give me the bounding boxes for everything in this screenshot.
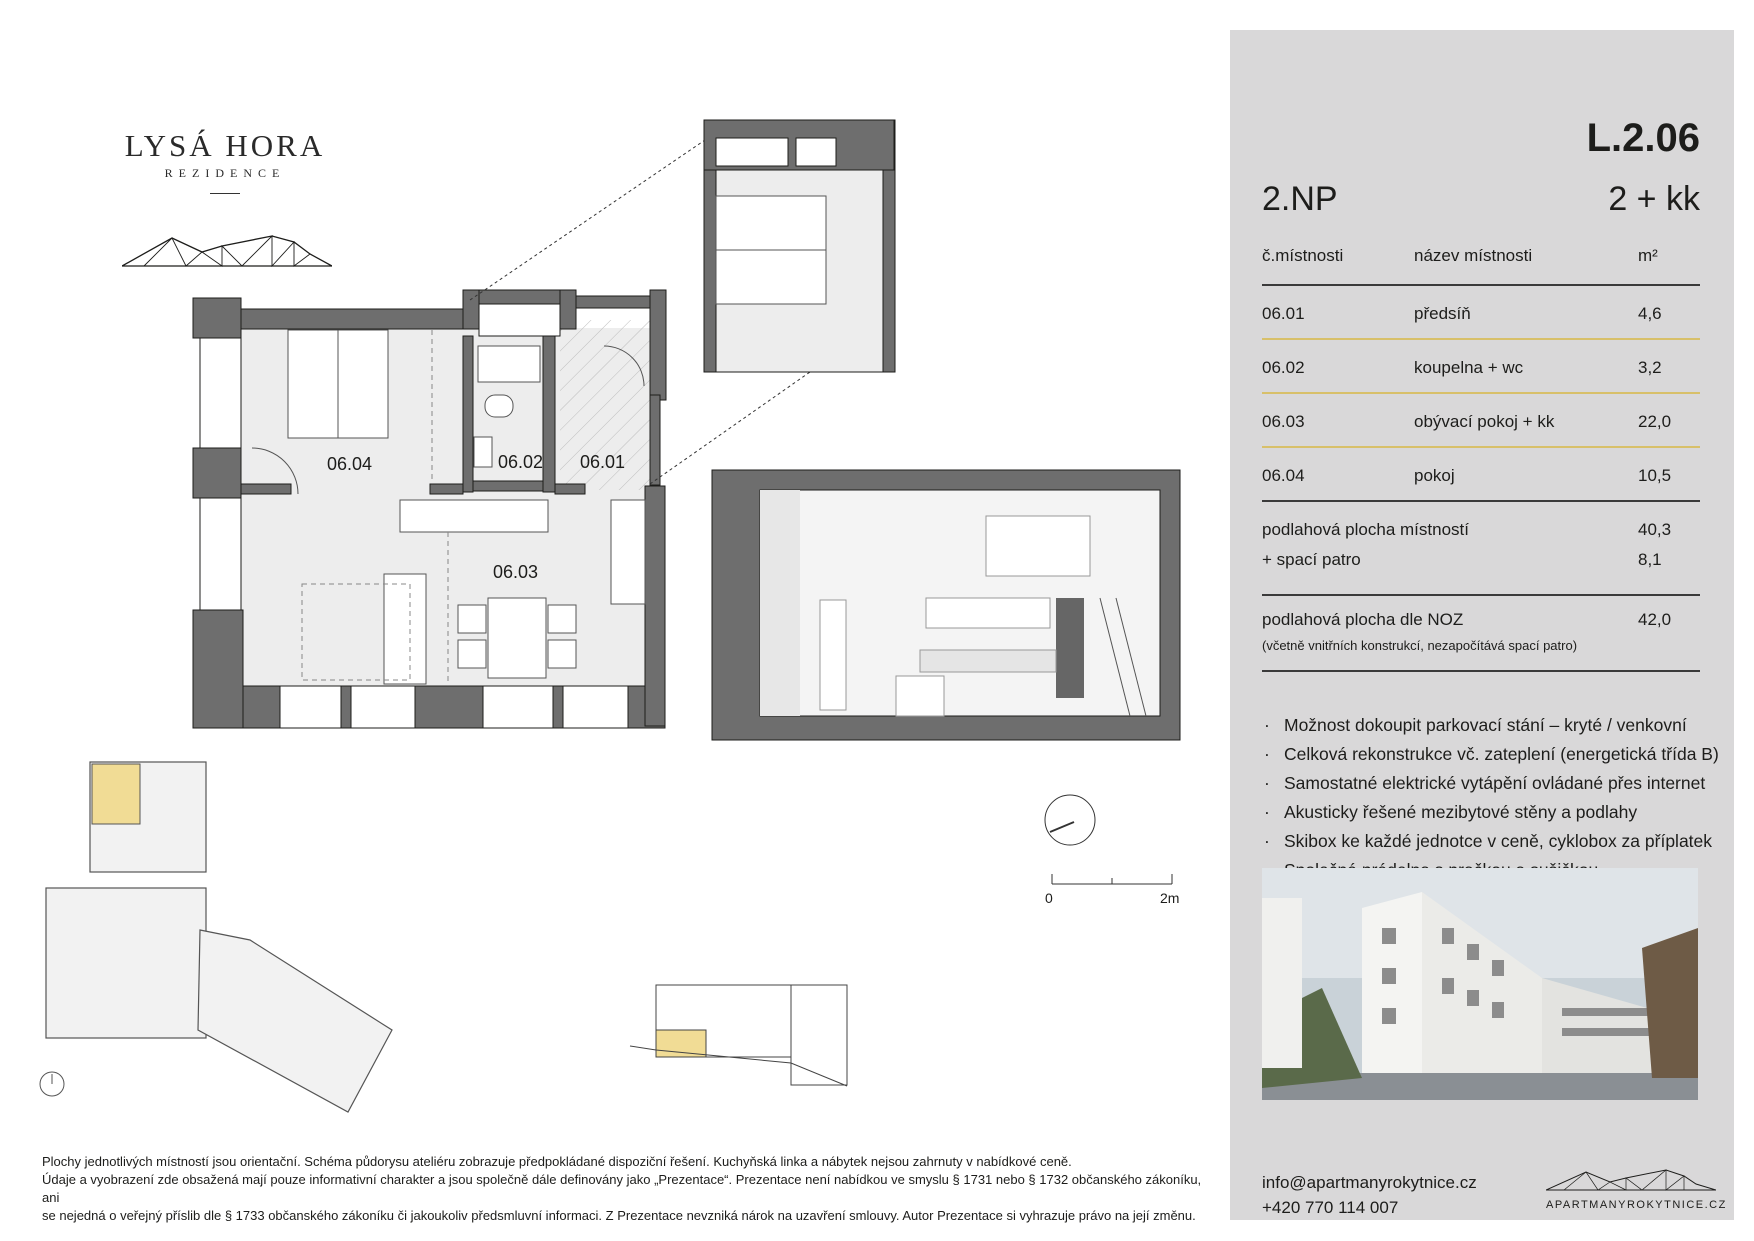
floor-area-row (1262, 520, 1700, 544)
list-item: · Celková rekonstrukce vč. zateplení (energetická třída B) (1262, 740, 1722, 769)
room-number: 06.04 (1262, 466, 1305, 485)
room-number: 06.02 (1262, 358, 1305, 377)
room-name: koupelna + wc (1414, 358, 1524, 377)
table-row (1262, 286, 1700, 340)
disclaimer-line: se nejedná o veřejný příslib dle § 1733 občanského zákoníku či jakoukoliv předsmluvní informaci. Z Prezentace nevzniká nárok na uzavření smlouvy. Autor Prezentace si vyhrazuje právo na její změnu. (42, 1208, 1196, 1223)
floor-area-label: podlahová plocha místností (1262, 520, 1469, 539)
phone-number: +420 770 114 007 (1262, 1198, 1399, 1217)
sleeping-area-value: 8,1 (1638, 550, 1662, 569)
noz-note: (včetně vnitřních konstrukcí, nezapočítává spací patro) (1262, 638, 1578, 653)
disclaimer (42, 1153, 1222, 1225)
room-area: 22,0 (1638, 412, 1672, 431)
layout-label: 2 + kk (1608, 180, 1700, 218)
room-area: 4,6 (1638, 304, 1662, 323)
col-number-header: č.místnosti (1262, 246, 1344, 265)
floor-label: 2.NP (1262, 180, 1338, 218)
room-table-header (1262, 246, 1700, 286)
table-row (1262, 448, 1700, 502)
info-panel (1230, 30, 1734, 1220)
contact-block (1262, 1170, 1477, 1220)
logo-title: LYSÁ HORA (124, 128, 326, 163)
room-name: obývací pokoj + kk (1414, 412, 1555, 431)
room-number: 06.01 (1262, 304, 1305, 323)
col-name-header: název místnosti (1414, 246, 1533, 265)
table-row (1262, 340, 1700, 394)
unit-code: L.2.06 (1586, 116, 1700, 160)
sleeping-area-row (1262, 550, 1700, 574)
scale-end-label: 2m (1160, 890, 1180, 906)
sleeping-area-label: + spací patro (1262, 550, 1361, 569)
floor-area-value: 40,3 (1638, 520, 1672, 539)
room-area: 10,5 (1638, 466, 1672, 485)
building-render-image (1262, 868, 1698, 1100)
room-label-06-02: 06.02 (498, 452, 544, 472)
noz-area-row (1262, 610, 1700, 634)
divider (1262, 594, 1700, 596)
noz-note-row (1262, 638, 1700, 658)
col-area-header: m² (1638, 246, 1658, 265)
room-number: 06.03 (1262, 412, 1305, 431)
email-link[interactable]: info@apartmanyrokytnice.cz (1262, 1173, 1477, 1192)
disclaimer-line: Plochy jednotlivých místností jsou orientační. Schéma půdorysu ateliéru zobrazuje předpokládané dispoziční řešení. Kuchyňská linka a nábytek nejsou zahrnuty v nabídkové ceně. (42, 1154, 1072, 1169)
room-name: pokoj (1414, 466, 1455, 485)
mountain-logo-icon (1546, 1168, 1716, 1192)
noz-area-value: 42,0 (1638, 610, 1672, 629)
list-item: · Skibox ke každé jednotce v ceně, cyklobox za příplatek (1262, 827, 1722, 856)
room-label-06-03: 06.03 (493, 562, 539, 582)
room-area: 3,2 (1638, 358, 1662, 377)
room-name: předsíň (1414, 304, 1471, 323)
table-row (1262, 394, 1700, 448)
list-item: · Akusticky řešené mezibytové stěny a podlahy (1262, 798, 1722, 827)
scale-start-label: 0 (1045, 890, 1053, 906)
list-item: · Možnost dokoupit parkovací stání – kryté / venkovní (1262, 711, 1722, 740)
noz-area-label: podlahová plocha dle NOZ (1262, 610, 1464, 629)
room-label-06-01: 06.01 (580, 452, 626, 472)
divider (1262, 670, 1700, 672)
list-item: · Samostatné elektrické vytápění ovládané přes internet (1262, 769, 1722, 798)
brand-logo (1546, 1168, 1727, 1211)
disclaimer-line: Údaje a vyobrazení zde obsažená mají pouze informativní charakter a jsou společně dále definovány jako „Prezentace“. Prezentace není nabídkou ve smyslu § 1731 nebo § 1732 občanského zákoníku, ani (42, 1172, 1202, 1205)
feature-list (1262, 711, 1722, 885)
logo-subtitle: REZIDENCE (164, 166, 286, 180)
brand-text: APARTMANYROKYTNICE.CZ (1546, 1199, 1727, 1211)
room-label-06-04: 06.04 (327, 454, 373, 474)
